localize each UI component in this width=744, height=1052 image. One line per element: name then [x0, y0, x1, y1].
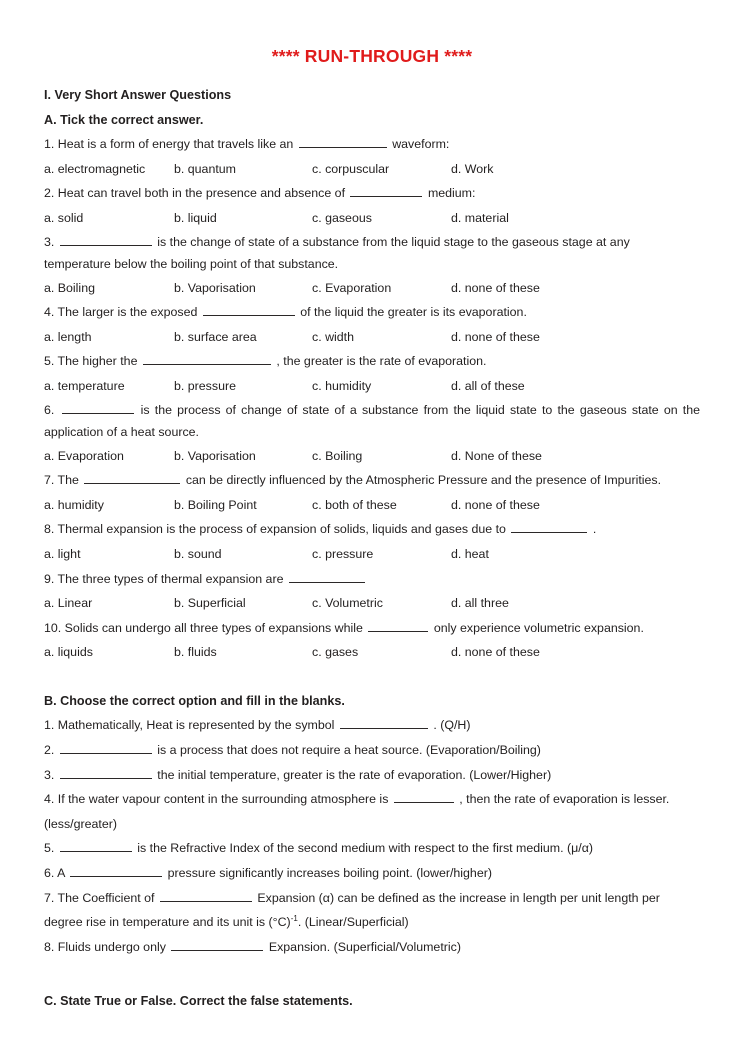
q1-text-after: waveform:: [392, 137, 450, 152]
b5-blank[interactable]: [60, 840, 132, 852]
q10-option-d[interactable]: d. none of these: [451, 645, 540, 660]
section-a-questions: [44, 132, 700, 665]
q10-option-b[interactable]: b. fluids: [174, 645, 217, 660]
q4-option-a[interactable]: a. length: [44, 329, 92, 344]
q1-option-a[interactable]: a. electromagnetic: [44, 161, 146, 176]
q8-option-a[interactable]: a. light: [44, 546, 81, 561]
q4-text-before: 4. The larger is the exposed: [44, 305, 198, 320]
b6-text-before: 6. A: [44, 866, 65, 881]
b2-text-after: is a process that does not require a heat source. (Evaporation/Boiling): [157, 743, 541, 758]
q7-text-after: can be directly influenced by the Atmospheric Pressure and the presence of Impurities.: [185, 473, 662, 488]
q5-text-before: 5. The higher the: [44, 354, 138, 369]
b6-text-after: pressure significantly increases boiling point. (lower/higher): [167, 866, 492, 881]
section-b-item-8: [44, 935, 700, 960]
q5-option-c[interactable]: c. humidity: [312, 378, 372, 393]
q3-option-c[interactable]: c. Evaporation: [312, 280, 392, 295]
section-b-item-6: [44, 861, 700, 886]
q1-option-c[interactable]: c. corpuscular: [312, 161, 390, 176]
page-title: **** RUN-THROUGH ****: [271, 46, 473, 66]
question-9-options: [44, 591, 700, 616]
q7-option-a[interactable]: a. humidity: [44, 497, 104, 512]
question-9-text: [44, 567, 700, 592]
b7-text-after-1: Expansion (α) can be defined as the increase in length per unit length per degree rise in temperature and its unit is (°C): [44, 890, 660, 930]
question-4-text: [44, 300, 700, 325]
q2-option-c[interactable]: c. gaseous: [312, 210, 372, 225]
section-b-item-2: [44, 738, 700, 763]
q8-blank[interactable]: [511, 521, 587, 533]
b1-blank[interactable]: [340, 717, 428, 729]
question-6-text: [44, 399, 700, 444]
q3-text-before: 3.: [44, 234, 55, 249]
q9-option-a[interactable]: a. Linear: [44, 596, 93, 611]
b3-text-before: 3.: [44, 767, 55, 782]
b4-blank[interactable]: [394, 791, 454, 803]
b4-text-after: , then the rate of evaporation is lesser. (less/greater): [44, 792, 670, 831]
question-2-text: [44, 181, 700, 206]
question-8-text: [44, 517, 700, 542]
b7-text-before: 7. The Coefficient of: [44, 890, 155, 905]
b6-blank[interactable]: [70, 865, 162, 877]
q7-text-before: 7. The: [44, 473, 79, 488]
q9-option-b[interactable]: b. Superficial: [174, 596, 246, 611]
q2-text-before: 2. Heat can travel both in the presence and absence of: [44, 186, 346, 201]
q4-option-d[interactable]: d. none of these: [451, 329, 540, 344]
q3-option-d[interactable]: d. none of these: [451, 280, 540, 295]
q5-text-after: , the greater is the rate of evaporation.: [276, 354, 487, 369]
q6-option-c[interactable]: c. Boiling: [312, 448, 363, 463]
q4-option-b[interactable]: b. surface area: [174, 329, 257, 344]
q6-option-a[interactable]: a. Evaporation: [44, 448, 124, 463]
q7-blank[interactable]: [84, 472, 180, 484]
q4-option-c[interactable]: c. width: [312, 329, 355, 344]
b2-text-before: 2.: [44, 743, 55, 758]
q2-blank[interactable]: [350, 185, 422, 197]
q6-option-d[interactable]: d. None of these: [451, 448, 542, 463]
q9-option-d[interactable]: d. all three: [451, 596, 509, 611]
b1-text-before: 1. Mathematically, Heat is represented by the symbol: [44, 718, 335, 733]
b7-superscript: -1: [290, 914, 298, 924]
q10-blank[interactable]: [368, 620, 428, 632]
b5-text-before: 5.: [44, 841, 55, 856]
question-5-options: [44, 374, 700, 399]
q10-text-before: 10. Solids can undergo all three types of expansions while: [44, 620, 363, 635]
q8-option-d[interactable]: d. heat: [451, 546, 489, 561]
b3-text-after: the initial temperature, greater is the rate of evaporation. (Lower/Higher): [157, 767, 552, 782]
q8-option-c[interactable]: c. pressure: [312, 546, 374, 561]
section-a-heading: A. Tick the correct answer.: [44, 112, 204, 127]
q4-text-after: of the liquid the greater is its evaporation.: [300, 305, 527, 320]
question-7-options: [44, 493, 700, 518]
question-10-options: [44, 640, 700, 665]
q1-blank[interactable]: [299, 136, 387, 148]
q6-blank[interactable]: [62, 402, 134, 414]
q6-text-before: 6.: [44, 402, 55, 417]
q8-text-after: .: [592, 522, 597, 537]
q9-text-before: 9. The three types of thermal expansion are: [44, 571, 284, 586]
b7-text-after-2: . (Linear/Superficial): [297, 915, 409, 930]
b5-text-after: is the Refractive Index of the second medium with respect to the first medium. (μ/α): [137, 841, 593, 856]
q7-option-b[interactable]: b. Boiling Point: [174, 497, 257, 512]
q4-blank[interactable]: [203, 304, 295, 316]
section-b-block: [44, 689, 700, 960]
q8-option-b[interactable]: b. sound: [174, 546, 222, 561]
q1-option-b[interactable]: b. quantum: [174, 161, 236, 176]
section-c-block: [44, 989, 700, 1014]
q2-option-a[interactable]: a. solid: [44, 210, 84, 225]
b7-blank[interactable]: [160, 890, 252, 902]
question-7-text: [44, 468, 700, 493]
b3-blank[interactable]: [60, 767, 152, 779]
q2-option-d[interactable]: d. material: [451, 210, 509, 225]
section-b-item-1: [44, 713, 700, 738]
q7-option-c[interactable]: c. both of these: [312, 497, 397, 512]
q3-option-b[interactable]: b. Vaporisation: [174, 280, 256, 295]
section-b-item-3: [44, 763, 700, 788]
question-2-options: [44, 206, 700, 231]
section-spacer-b-c: [44, 959, 700, 989]
question-3-text: [44, 231, 700, 276]
q1-text-before: 1. Heat is a form of energy that travels like an: [44, 137, 294, 152]
section-c-heading: C. State True or False. Correct the false statements.: [44, 994, 353, 1009]
section-spacer-a-b: [44, 665, 700, 689]
q5-option-b[interactable]: b. pressure: [174, 378, 236, 393]
q3-text-after: is the change of state of a substance from the liquid stage to the gaseous stage at any temperature below the boiling point of that substance.: [44, 234, 630, 272]
section-b-item-5: [44, 836, 700, 861]
q9-option-c[interactable]: c. Volumetric: [312, 596, 383, 611]
question-1-text: [44, 132, 700, 157]
q7-option-d[interactable]: d. none of these: [451, 497, 540, 512]
question-6-options: [44, 444, 700, 469]
q2-text-after: medium:: [427, 186, 476, 201]
section-b-item-7: [44, 886, 700, 935]
b8-text-after: Expansion. (Superficial/Volumetric): [268, 939, 461, 954]
q10-text-after: only experience volumetric expansion.: [433, 620, 644, 635]
q1-option-d[interactable]: d. Work: [451, 161, 494, 176]
q6-text-after: is the process of change of state of a substance from the liquid state to the gaseous state on the application of a heat source.: [44, 402, 700, 440]
q6-option-b[interactable]: b. Vaporisation: [174, 448, 256, 463]
b8-blank[interactable]: [171, 939, 263, 951]
question-8-options: [44, 542, 700, 567]
part-one-block: [44, 67, 700, 132]
question-4-options: [44, 325, 700, 350]
q9-blank[interactable]: [289, 571, 365, 583]
section-b-heading: B. Choose the correct option and fill in the blanks.: [44, 693, 345, 708]
b1-text-after: . (Q/H): [433, 718, 471, 733]
q5-option-a[interactable]: a. temperature: [44, 378, 125, 393]
question-5-text: [44, 349, 700, 374]
q2-option-b[interactable]: b. liquid: [174, 210, 217, 225]
q5-option-d[interactable]: d. all of these: [451, 378, 525, 393]
question-3-options: [44, 276, 700, 301]
question-1-options: [44, 157, 700, 182]
q8-text-before: 8. Thermal expansion is the process of expansion of solids, liquids and gases due to: [44, 522, 506, 537]
q3-option-a[interactable]: a. Boiling: [44, 280, 95, 295]
q10-option-a[interactable]: a. liquids: [44, 645, 93, 660]
question-10-text: [44, 616, 700, 641]
section-b-item-4: [44, 787, 700, 836]
q10-option-c[interactable]: c. gases: [312, 645, 359, 660]
q3-blank[interactable]: [60, 234, 152, 246]
b4-text-before: 4. If the water vapour content in the surrounding atmosphere is: [44, 792, 389, 807]
b2-blank[interactable]: [60, 742, 152, 754]
q5-blank[interactable]: [143, 353, 271, 365]
part-one-heading: I. Very Short Answer Questions: [44, 88, 232, 102]
b8-text-before: 8. Fluids undergo only: [44, 939, 166, 954]
